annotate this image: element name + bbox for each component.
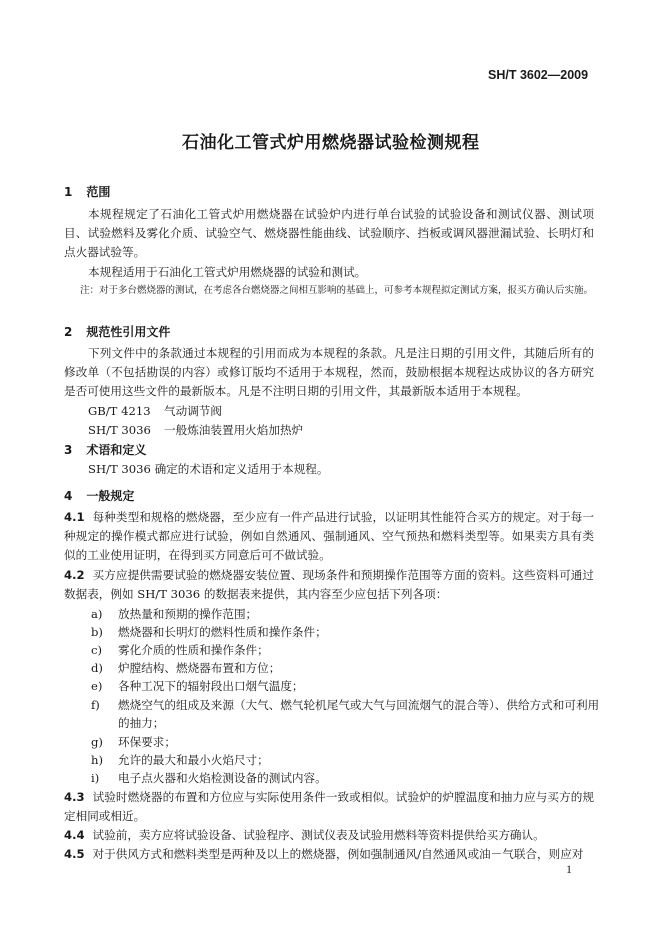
- list-text: 各种工况下的辐射段出口烟气温度；: [118, 679, 304, 693]
- list-text: 环保要求；: [118, 735, 176, 749]
- reference-code: SH/T 3036: [88, 423, 151, 437]
- list-label: a): [91, 607, 103, 621]
- standard-number: SH/T 3602—2009: [488, 68, 589, 82]
- section-1-paragraph-1: 本规程规定了石油化工管式炉用燃烧器在试验炉内进行单台试验的试验设备和测试仪器、测试项目、试验燃料及雾化介质、试验空气、燃烧器性能曲线、试验顺序、挡板或调风器泄漏试验、长明灯和点火器试验等。: [64, 207, 594, 259]
- clause-number: 4.5: [64, 847, 85, 861]
- clause-text: 试验前，卖方应将试验设备、试验程序、测试仪表及试验用燃料等资料提供给买方确认。: [92, 828, 545, 842]
- document-title: 石油化工管式炉用燃烧器试验检测规程: [182, 133, 480, 153]
- section-title: 术语和定义: [86, 443, 147, 457]
- list-label: d): [91, 661, 103, 675]
- section-1-paragraph-2: 本规程适用于石油化工管式炉用燃烧器的试验和测试。: [88, 265, 367, 279]
- list-label: i): [91, 771, 100, 785]
- clause-text: 试验时燃烧器的布置和方位应与实际使用条件一致或相似。试验炉的炉膛温度和抽力应与买方的规定相同或相近。: [64, 790, 594, 823]
- reference-item: [88, 421, 303, 440]
- clause-text: 买方应提供需要试验的燃烧器安装位置、现场条件和预期操作范围等方面的资料。这些资料可通过数据表，例如 SH/T 3036 的数据表来提供，其内容至少应包括下列各项：: [64, 568, 594, 601]
- list-text: 放热量和预期的操作范围；: [118, 607, 258, 621]
- page-number: 1: [566, 862, 572, 876]
- clause-number: 4.3: [64, 790, 85, 804]
- section-3-heading: [64, 441, 146, 458]
- list-text: 允许的最大和最小火焰尺寸；: [118, 753, 269, 767]
- list-text: 雾化介质的性质和操作条件；: [118, 643, 269, 657]
- section-2-paragraph-1: 下列文件中的条款通过本规程的引用而成为本规程的条款。凡是注日期的引用文件，其随后所有的修改单（不包括勘误的内容）或修订版均不适用于本规程，然而，鼓励根据本规程达成协议的各方研究是否可使用这些文件的最新版本。凡是不注明日期的引用文件，其最新版本适用于本规程。: [64, 346, 594, 398]
- list-item: [91, 696, 601, 732]
- section-4-heading: [64, 487, 134, 504]
- list-label: f): [91, 698, 100, 712]
- section-number: 1: [64, 185, 73, 199]
- list-text: 炉膛结构、燃烧器布置和方位；: [118, 661, 281, 675]
- reference-name: 气动调节阀: [164, 404, 222, 418]
- list-label: g): [91, 735, 103, 749]
- section-number: 3: [64, 443, 73, 457]
- list-label: c): [91, 643, 103, 657]
- section-title: 规范性引用文件: [86, 325, 171, 339]
- clause-4-1: [64, 508, 594, 565]
- section-title: 范围: [86, 185, 111, 199]
- list-text: 电子点火器和火焰检测设备的测试内容。: [118, 771, 327, 785]
- list-item: [91, 751, 601, 769]
- reference-item: [88, 402, 222, 421]
- list-label: e): [91, 679, 103, 693]
- reference-code: GB/T 4213: [88, 404, 151, 418]
- clause-4-3: [64, 788, 594, 826]
- list-text: 燃烧器和长明灯的燃料性质和操作条件；: [118, 625, 327, 639]
- clause-number: 4.4: [64, 828, 85, 842]
- list-label: h): [91, 753, 103, 767]
- clause-4-2: [64, 566, 594, 604]
- list-item: [91, 659, 601, 677]
- list-text: 燃烧空气的组成及来源（大气、燃气轮机尾气或大气与回流烟气的混合等）、供给方式和可利用的抽力；: [118, 698, 600, 730]
- list-item: [91, 605, 601, 623]
- clause-4-4: [64, 826, 594, 845]
- section-3-paragraph-1: SH/T 3036 确定的术语和定义适用于本规程。: [88, 462, 329, 476]
- section-1-note: 注：对于多台燃烧器的测试，在考虑各台燃烧器之间相互影响的基础上，可参考本规程拟定测试方案，报买方确认后实施。: [80, 285, 594, 296]
- clause-text: 对于供风方式和燃料类型是两种及以上的燃烧器，例如强制通风/自然通风或油－气联合，则应对: [92, 847, 584, 861]
- reference-name: 一般炼油装置用火焰加热炉: [164, 423, 304, 437]
- section-2-heading: [64, 323, 170, 340]
- section-title: 一般规定: [86, 489, 135, 503]
- clause-number: 4.2: [64, 568, 85, 582]
- clause-text: 每种类型和规格的燃烧器，至少应有一件产品进行试验，以证明其性能符合买方的规定。对于每一种规定的操作模式都应进行试验，例如自然通风、强制通风、空气预热和燃料类型等。如果卖方具有类似的工业使用证明，在得到买方同意后可不做试验。: [64, 510, 594, 562]
- clause-number: 4.1: [64, 510, 85, 524]
- list-item: [91, 623, 601, 641]
- section-number: 2: [64, 325, 73, 339]
- list-item: [91, 677, 601, 695]
- list-item: [91, 641, 601, 659]
- section-1-heading: [64, 183, 110, 200]
- list-item: [91, 769, 601, 787]
- section-number: 4: [64, 489, 73, 503]
- clause-4-5: [64, 845, 594, 864]
- list-item: [91, 733, 601, 751]
- list-label: b): [91, 625, 103, 639]
